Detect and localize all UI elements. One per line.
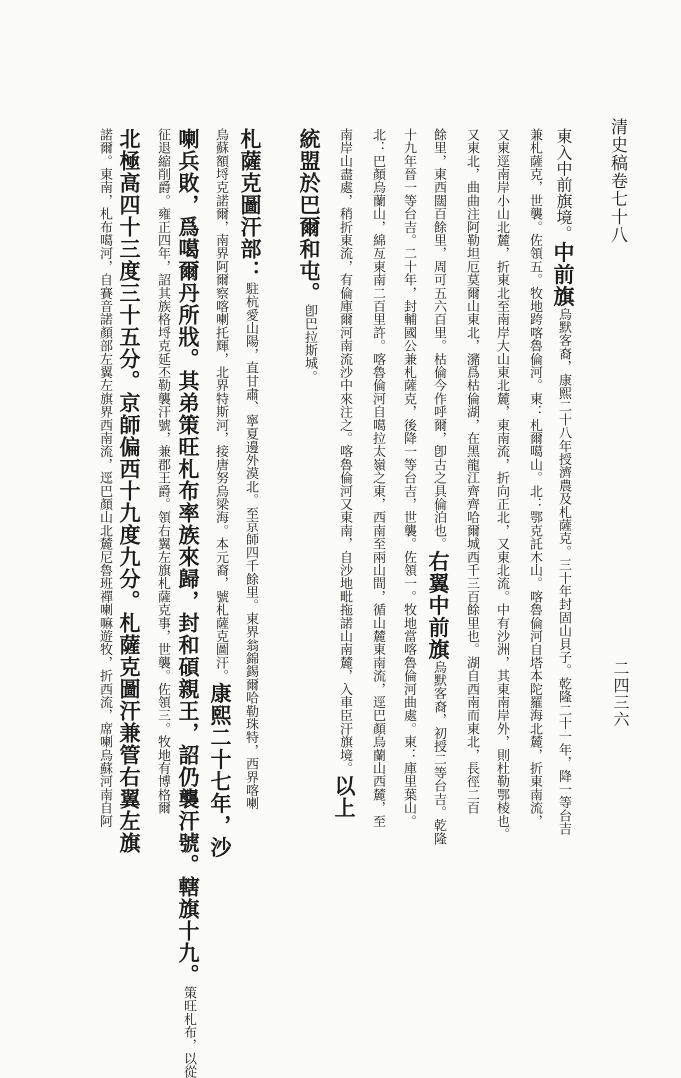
text-column — [142, 128, 170, 998]
body-text: 征退縮削爵。雍正四年，詔其族格埒克延丕勒襲汗號，兼郡王爵。領右翼左旗札薩克事，世襲。佐領三。牧地有博格爾 — [155, 128, 170, 815]
text-column — [112, 128, 140, 998]
body-text: 又東逕南岸小山北麓，折東北至南岸大山東北麓，東南流，折向正北，又東北流。中有沙洲，其東南岸外，則杜勒鄂棱也。 — [494, 128, 509, 841]
heading-text: 統盟於巴爾和屯。 — [297, 128, 322, 304]
body-text: 諾爾。東南，札布噶河，自賽音諾顏部左翼左旗界西南流，逕巴顏山北麓尼魯班禪喇嘛遊牧，折西流，席喇烏蘇河南自阿 — [97, 128, 112, 828]
body-text: 又東北，曲曲注阿勒坦厄莫爾山東北，瀦爲枯倫湖，在黑龍江齊齊哈爾城西千三百餘里也。湖自西南而東北，長徑二百 — [464, 128, 479, 815]
body-text: 烏默客裔，初授二等台吉。乾隆 — [431, 660, 446, 846]
text-column — [421, 128, 449, 998]
text-column — [514, 128, 542, 998]
text-column — [233, 128, 261, 998]
body-text: 東入中前旗境。 — [554, 128, 573, 242]
text-column — [84, 128, 112, 998]
heading-text: 喇兵敗，爲噶爾丹所戕。其弟策旺札布率族來歸，封和碩親王，詔仍襲汗號。轄旗十九。 — [176, 128, 201, 986]
body-text: 南岸山盡處，稍折東流，有倫庫爾河南流沙中來注之。喀魯倫河又東南，自沙地毗拖諾山南麓，入車臣汗旗境。 — [337, 128, 352, 775]
heading-text: 右翼中前旗 — [426, 550, 451, 661]
text-column — [481, 128, 509, 998]
page-number: 二四三六 — [611, 660, 630, 728]
heading-text: 中前旗 — [551, 241, 576, 308]
text-column — [327, 128, 355, 998]
heading-text: 北極高四十三度三十五分。京師偏西十九度九分。札薩克圖汗兼管右翼左旗 — [117, 128, 142, 854]
text-column — [388, 128, 416, 998]
heading-text: 札薩克圖汗部： — [238, 128, 263, 282]
text-column — [357, 128, 385, 998]
heading-text: 康熙二十七年，沙 — [208, 682, 233, 859]
body-text: 卽巴拉斯城。 — [302, 304, 317, 384]
text-column — [262, 128, 290, 998]
text-column — [292, 128, 320, 998]
text-column — [546, 128, 574, 998]
body-text — [273, 128, 292, 144]
body-text: 兼札薩克，世襲。佐領五。牧地跨喀魯倫河。東：札爾噶山。北：鄂克託木山。喀魯倫河自塔本陀羅海北麓，折東南流， — [527, 128, 542, 828]
body-text: 駐杭愛山陽，直甘肅、寧夏邊外漠北。至京師四千餘里。東界翁錦錫爾哈勒珠特，西界喀喇 — [243, 282, 258, 810]
body-text: 北：巴顏烏蘭山，綿亙東南二百里許。喀魯倫河自噶拉太嶺之東，西南至兩山間，循山麓東南流，逕巴顏烏蘭山西麓，至 — [370, 128, 385, 828]
body-text: 十九年晉一等台吉。二十年，封輔國公兼札薩克，後降一等台吉，世襲。佐領一。牧地當喀魯倫河曲處。東：庫里葉山。 — [401, 128, 416, 828]
text-column — [203, 128, 231, 998]
body-text: 烏蘇額埒克諾爾，南界阿爾察喀喇托輝，北界特斯河，接唐努烏梁海。本元裔，號札薩克圖汗。 — [213, 128, 228, 683]
text-column — [171, 128, 201, 1078]
book-title: 清史稿卷七十八 — [607, 118, 627, 244]
text-column — [451, 128, 479, 998]
body-text: 策旺札布，以從 — [181, 986, 196, 1078]
heading-text: 以上 — [332, 774, 357, 819]
body-text: 烏默客裔，康熙二十八年授濟農及札薩克。三十年封固山貝子。乾隆二十一年，降一等台吉 — [556, 307, 571, 836]
body-text: 餘里，東西闊百餘里，周可五六百里。枯倫今作呼爾，卽古之具倫泊也。 — [431, 128, 446, 551]
